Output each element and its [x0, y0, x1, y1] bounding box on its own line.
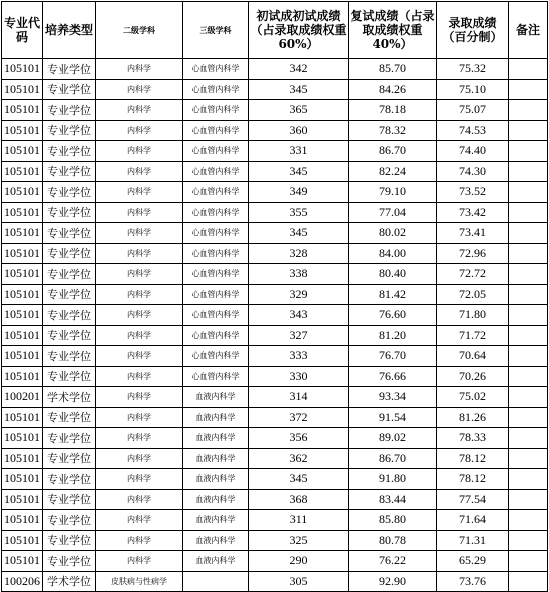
cell-third-level-discipline: 血液内科学	[183, 489, 249, 510]
cell-major-code: 105101	[2, 223, 43, 244]
cell-remarks	[509, 161, 548, 182]
cell-retest-score: 78.32	[349, 120, 437, 141]
cell-third-level-discipline: 心血管内科学	[183, 346, 249, 367]
cell-major-code: 105101	[2, 202, 43, 223]
cell-third-level-discipline: 血液内科学	[183, 510, 249, 531]
cell-remarks	[509, 510, 548, 531]
cell-second-level-discipline: 内科学	[96, 141, 183, 162]
cell-third-level-discipline: 心血管内科学	[183, 202, 249, 223]
cell-initial-score: 342	[249, 59, 349, 80]
cell-admission-score: 75.07	[437, 100, 509, 121]
cell-remarks	[509, 346, 548, 367]
cell-training-type: 专业学位	[43, 510, 96, 531]
cell-major-code: 100201	[2, 387, 43, 408]
cell-remarks	[509, 223, 548, 244]
cell-training-type: 专业学位	[43, 100, 96, 121]
cell-major-code: 105101	[2, 489, 43, 510]
cell-admission-score: 70.26	[437, 366, 509, 387]
cell-third-level-discipline: 血液内科学	[183, 428, 249, 449]
cell-major-code: 105101	[2, 325, 43, 346]
cell-second-level-discipline: 内科学	[96, 223, 183, 244]
header-admission-score: 录取成绩 （百分制）	[437, 2, 509, 59]
cell-second-level-discipline: 内科学	[96, 551, 183, 572]
cell-initial-score: 345	[249, 161, 349, 182]
cell-admission-score: 71.31	[437, 530, 509, 551]
cell-retest-score: 76.66	[349, 366, 437, 387]
cell-training-type: 专业学位	[43, 346, 96, 367]
cell-training-type: 专业学位	[43, 243, 96, 264]
cell-remarks	[509, 305, 548, 326]
cell-remarks	[509, 325, 548, 346]
cell-admission-score: 73.41	[437, 223, 509, 244]
cell-second-level-discipline: 内科学	[96, 243, 183, 264]
cell-third-level-discipline: 心血管内科学	[183, 243, 249, 264]
cell-retest-score: 77.04	[349, 202, 437, 223]
cell-second-level-discipline: 内科学	[96, 510, 183, 531]
cell-retest-score: 93.34	[349, 387, 437, 408]
cell-retest-score: 86.70	[349, 141, 437, 162]
cell-initial-score: 325	[249, 530, 349, 551]
cell-third-level-discipline: 心血管内科学	[183, 141, 249, 162]
cell-second-level-discipline: 内科学	[96, 305, 183, 326]
cell-second-level-discipline: 内科学	[96, 161, 183, 182]
cell-initial-score: 311	[249, 510, 349, 531]
cell-third-level-discipline: 心血管内科学	[183, 120, 249, 141]
cell-third-level-discipline: 心血管内科学	[183, 366, 249, 387]
cell-retest-score: 80.02	[349, 223, 437, 244]
table-body	[2, 59, 548, 592]
cell-training-type: 专业学位	[43, 141, 96, 162]
cell-initial-score: 314	[249, 387, 349, 408]
table-row	[2, 120, 548, 141]
cell-retest-score: 80.40	[349, 264, 437, 285]
cell-remarks	[509, 571, 548, 592]
cell-major-code: 105101	[2, 530, 43, 551]
cell-training-type: 专业学位	[43, 161, 96, 182]
cell-initial-score: 343	[249, 305, 349, 326]
cell-second-level-discipline: 内科学	[96, 79, 183, 100]
table-row	[2, 428, 548, 449]
table-row	[2, 223, 548, 244]
cell-initial-score: 368	[249, 489, 349, 510]
cell-second-level-discipline: 内科学	[96, 530, 183, 551]
cell-retest-score: 81.42	[349, 284, 437, 305]
table-row	[2, 305, 548, 326]
cell-initial-score: 290	[249, 551, 349, 572]
table-row	[2, 489, 548, 510]
cell-admission-score: 75.02	[437, 387, 509, 408]
table-row	[2, 243, 548, 264]
table-row	[2, 407, 548, 428]
cell-initial-score: 327	[249, 325, 349, 346]
cell-training-type: 专业学位	[43, 530, 96, 551]
cell-admission-score: 74.53	[437, 120, 509, 141]
cell-initial-score: 333	[249, 346, 349, 367]
cell-remarks	[509, 182, 548, 203]
cell-second-level-discipline: 内科学	[96, 366, 183, 387]
cell-major-code: 105101	[2, 264, 43, 285]
cell-initial-score: 355	[249, 202, 349, 223]
cell-major-code: 105101	[2, 428, 43, 449]
cell-retest-score: 85.70	[349, 59, 437, 80]
cell-initial-score: 372	[249, 407, 349, 428]
cell-admission-score: 77.54	[437, 489, 509, 510]
cell-third-level-discipline: 血液内科学	[183, 407, 249, 428]
cell-training-type: 专业学位	[43, 284, 96, 305]
cell-initial-score: 330	[249, 366, 349, 387]
cell-second-level-discipline: 内科学	[96, 264, 183, 285]
cell-major-code: 105101	[2, 551, 43, 572]
cell-training-type: 专业学位	[43, 59, 96, 80]
cell-admission-score: 75.32	[437, 59, 509, 80]
header-major-code: 专业代码	[2, 2, 43, 59]
cell-remarks	[509, 284, 548, 305]
cell-major-code: 105101	[2, 448, 43, 469]
cell-retest-score: 91.54	[349, 407, 437, 428]
cell-remarks	[509, 387, 548, 408]
cell-major-code: 105101	[2, 182, 43, 203]
cell-third-level-discipline: 血液内科学	[183, 530, 249, 551]
cell-initial-score: 356	[249, 428, 349, 449]
cell-admission-score: 75.10	[437, 79, 509, 100]
cell-admission-score: 73.76	[437, 571, 509, 592]
table-row	[2, 510, 548, 531]
cell-major-code: 105101	[2, 346, 43, 367]
cell-third-level-discipline: 血液内科学	[183, 551, 249, 572]
cell-major-code: 105101	[2, 284, 43, 305]
cell-initial-score: 349	[249, 182, 349, 203]
table-row	[2, 448, 548, 469]
table-row	[2, 100, 548, 121]
table-row	[2, 325, 548, 346]
cell-retest-score: 82.24	[349, 161, 437, 182]
cell-remarks	[509, 469, 548, 490]
cell-third-level-discipline: 心血管内科学	[183, 100, 249, 121]
cell-major-code: 100206	[2, 571, 43, 592]
cell-second-level-discipline: 内科学	[96, 182, 183, 203]
cell-second-level-discipline: 内科学	[96, 100, 183, 121]
table-row	[2, 284, 548, 305]
cell-initial-score: 331	[249, 141, 349, 162]
cell-retest-score: 76.60	[349, 305, 437, 326]
cell-major-code: 105101	[2, 407, 43, 428]
cell-remarks	[509, 448, 548, 469]
cell-initial-score: 329	[249, 284, 349, 305]
cell-training-type: 专业学位	[43, 551, 96, 572]
cell-training-type: 专业学位	[43, 202, 96, 223]
cell-retest-score: 78.18	[349, 100, 437, 121]
table-row	[2, 387, 548, 408]
cell-admission-score: 65.29	[437, 551, 509, 572]
cell-admission-score: 72.96	[437, 243, 509, 264]
cell-retest-score: 84.26	[349, 79, 437, 100]
cell-third-level-discipline: 心血管内科学	[183, 59, 249, 80]
cell-training-type: 专业学位	[43, 264, 96, 285]
cell-training-type: 专业学位	[43, 448, 96, 469]
cell-major-code: 105101	[2, 366, 43, 387]
cell-major-code: 105101	[2, 161, 43, 182]
cell-second-level-discipline: 内科学	[96, 120, 183, 141]
cell-retest-score: 83.44	[349, 489, 437, 510]
cell-initial-score: 365	[249, 100, 349, 121]
cell-admission-score: 72.05	[437, 284, 509, 305]
cell-retest-score: 91.80	[349, 469, 437, 490]
cell-second-level-discipline: 内科学	[96, 428, 183, 449]
cell-training-type: 专业学位	[43, 182, 96, 203]
cell-admission-score: 78.12	[437, 448, 509, 469]
cell-admission-score: 71.80	[437, 305, 509, 326]
cell-second-level-discipline: 内科学	[96, 407, 183, 428]
cell-admission-score: 74.30	[437, 161, 509, 182]
admission-score-table	[1, 1, 548, 592]
cell-second-level-discipline: 内科学	[96, 489, 183, 510]
cell-retest-score: 92.90	[349, 571, 437, 592]
cell-remarks	[509, 407, 548, 428]
cell-third-level-discipline: 心血管内科学	[183, 305, 249, 326]
cell-third-level-discipline	[183, 571, 249, 592]
cell-retest-score: 76.22	[349, 551, 437, 572]
cell-remarks	[509, 100, 548, 121]
table-row	[2, 571, 548, 592]
cell-second-level-discipline: 内科学	[96, 387, 183, 408]
cell-major-code: 105101	[2, 100, 43, 121]
cell-remarks	[509, 489, 548, 510]
cell-remarks	[509, 366, 548, 387]
cell-training-type: 学术学位	[43, 571, 96, 592]
cell-third-level-discipline: 心血管内科学	[183, 325, 249, 346]
cell-major-code: 105101	[2, 510, 43, 531]
table-row	[2, 551, 548, 572]
cell-remarks	[509, 59, 548, 80]
cell-second-level-discipline: 内科学	[96, 346, 183, 367]
header-row	[2, 2, 548, 59]
cell-initial-score: 338	[249, 264, 349, 285]
table-row	[2, 469, 548, 490]
cell-admission-score: 74.40	[437, 141, 509, 162]
cell-retest-score: 85.80	[349, 510, 437, 531]
cell-admission-score: 71.64	[437, 510, 509, 531]
cell-second-level-discipline: 内科学	[96, 325, 183, 346]
cell-remarks	[509, 243, 548, 264]
cell-second-level-discipline: 内科学	[96, 284, 183, 305]
cell-third-level-discipline: 心血管内科学	[183, 79, 249, 100]
cell-initial-score: 328	[249, 243, 349, 264]
cell-remarks	[509, 141, 548, 162]
cell-third-level-discipline: 血液内科学	[183, 387, 249, 408]
cell-initial-score: 345	[249, 223, 349, 244]
cell-training-type: 专业学位	[43, 489, 96, 510]
cell-admission-score: 70.64	[437, 346, 509, 367]
cell-major-code: 105101	[2, 305, 43, 326]
cell-second-level-discipline: 内科学	[96, 202, 183, 223]
cell-remarks	[509, 202, 548, 223]
cell-initial-score: 360	[249, 120, 349, 141]
cell-second-level-discipline: 内科学	[96, 469, 183, 490]
cell-remarks	[509, 428, 548, 449]
cell-third-level-discipline: 血液内科学	[183, 448, 249, 469]
header-retest-score: 复试成绩（占录取成绩权重40%）	[349, 2, 437, 59]
header-remarks: 备注	[509, 2, 548, 59]
cell-training-type: 专业学位	[43, 366, 96, 387]
cell-third-level-discipline: 心血管内科学	[183, 264, 249, 285]
cell-retest-score: 79.10	[349, 182, 437, 203]
header-third-level-discipline: 三级学科	[183, 2, 249, 59]
cell-third-level-discipline: 心血管内科学	[183, 161, 249, 182]
cell-third-level-discipline: 心血管内科学	[183, 223, 249, 244]
cell-remarks	[509, 551, 548, 572]
cell-initial-score: 345	[249, 469, 349, 490]
cell-admission-score: 78.12	[437, 469, 509, 490]
cell-second-level-discipline: 内科学	[96, 59, 183, 80]
table-row	[2, 530, 548, 551]
cell-third-level-discipline: 血液内科学	[183, 469, 249, 490]
table-row	[2, 346, 548, 367]
cell-admission-score: 73.52	[437, 182, 509, 203]
cell-admission-score: 73.42	[437, 202, 509, 223]
cell-admission-score: 81.26	[437, 407, 509, 428]
cell-initial-score: 305	[249, 571, 349, 592]
cell-admission-score: 71.72	[437, 325, 509, 346]
cell-remarks	[509, 79, 548, 100]
cell-major-code: 105101	[2, 243, 43, 264]
table-row	[2, 182, 548, 203]
cell-major-code: 105101	[2, 79, 43, 100]
cell-training-type: 专业学位	[43, 325, 96, 346]
cell-third-level-discipline: 心血管内科学	[183, 182, 249, 203]
cell-retest-score: 86.70	[349, 448, 437, 469]
table-row	[2, 366, 548, 387]
cell-second-level-discipline: 内科学	[96, 448, 183, 469]
table-row	[2, 161, 548, 182]
table-row	[2, 79, 548, 100]
cell-retest-score: 80.78	[349, 530, 437, 551]
cell-training-type: 专业学位	[43, 469, 96, 490]
table-row	[2, 202, 548, 223]
cell-training-type: 专业学位	[43, 305, 96, 326]
cell-admission-score: 78.33	[437, 428, 509, 449]
table-row	[2, 264, 548, 285]
cell-training-type: 专业学位	[43, 407, 96, 428]
cell-retest-score: 76.70	[349, 346, 437, 367]
cell-major-code: 105101	[2, 141, 43, 162]
cell-initial-score: 362	[249, 448, 349, 469]
header-training-type: 培养类型	[43, 2, 96, 59]
cell-training-type: 专业学位	[43, 120, 96, 141]
cell-training-type: 专业学位	[43, 79, 96, 100]
cell-retest-score: 81.20	[349, 325, 437, 346]
cell-initial-score: 345	[249, 79, 349, 100]
cell-admission-score: 72.72	[437, 264, 509, 285]
table-row	[2, 59, 548, 80]
cell-second-level-discipline: 皮肤病与性病学	[96, 571, 183, 592]
cell-training-type: 专业学位	[43, 223, 96, 244]
cell-remarks	[509, 120, 548, 141]
table-row	[2, 141, 548, 162]
cell-training-type: 专业学位	[43, 428, 96, 449]
cell-major-code: 105101	[2, 469, 43, 490]
cell-retest-score: 89.02	[349, 428, 437, 449]
cell-training-type: 学术学位	[43, 387, 96, 408]
cell-retest-score: 84.00	[349, 243, 437, 264]
cell-major-code: 105101	[2, 120, 43, 141]
header-second-level-discipline: 二级学科	[96, 2, 183, 59]
cell-major-code: 105101	[2, 59, 43, 80]
cell-remarks	[509, 264, 548, 285]
cell-remarks	[509, 530, 548, 551]
cell-third-level-discipline: 心血管内科学	[183, 284, 249, 305]
header-initial-exam-score: 初试成初试成绩（占录取成绩权重60%）	[249, 2, 349, 59]
